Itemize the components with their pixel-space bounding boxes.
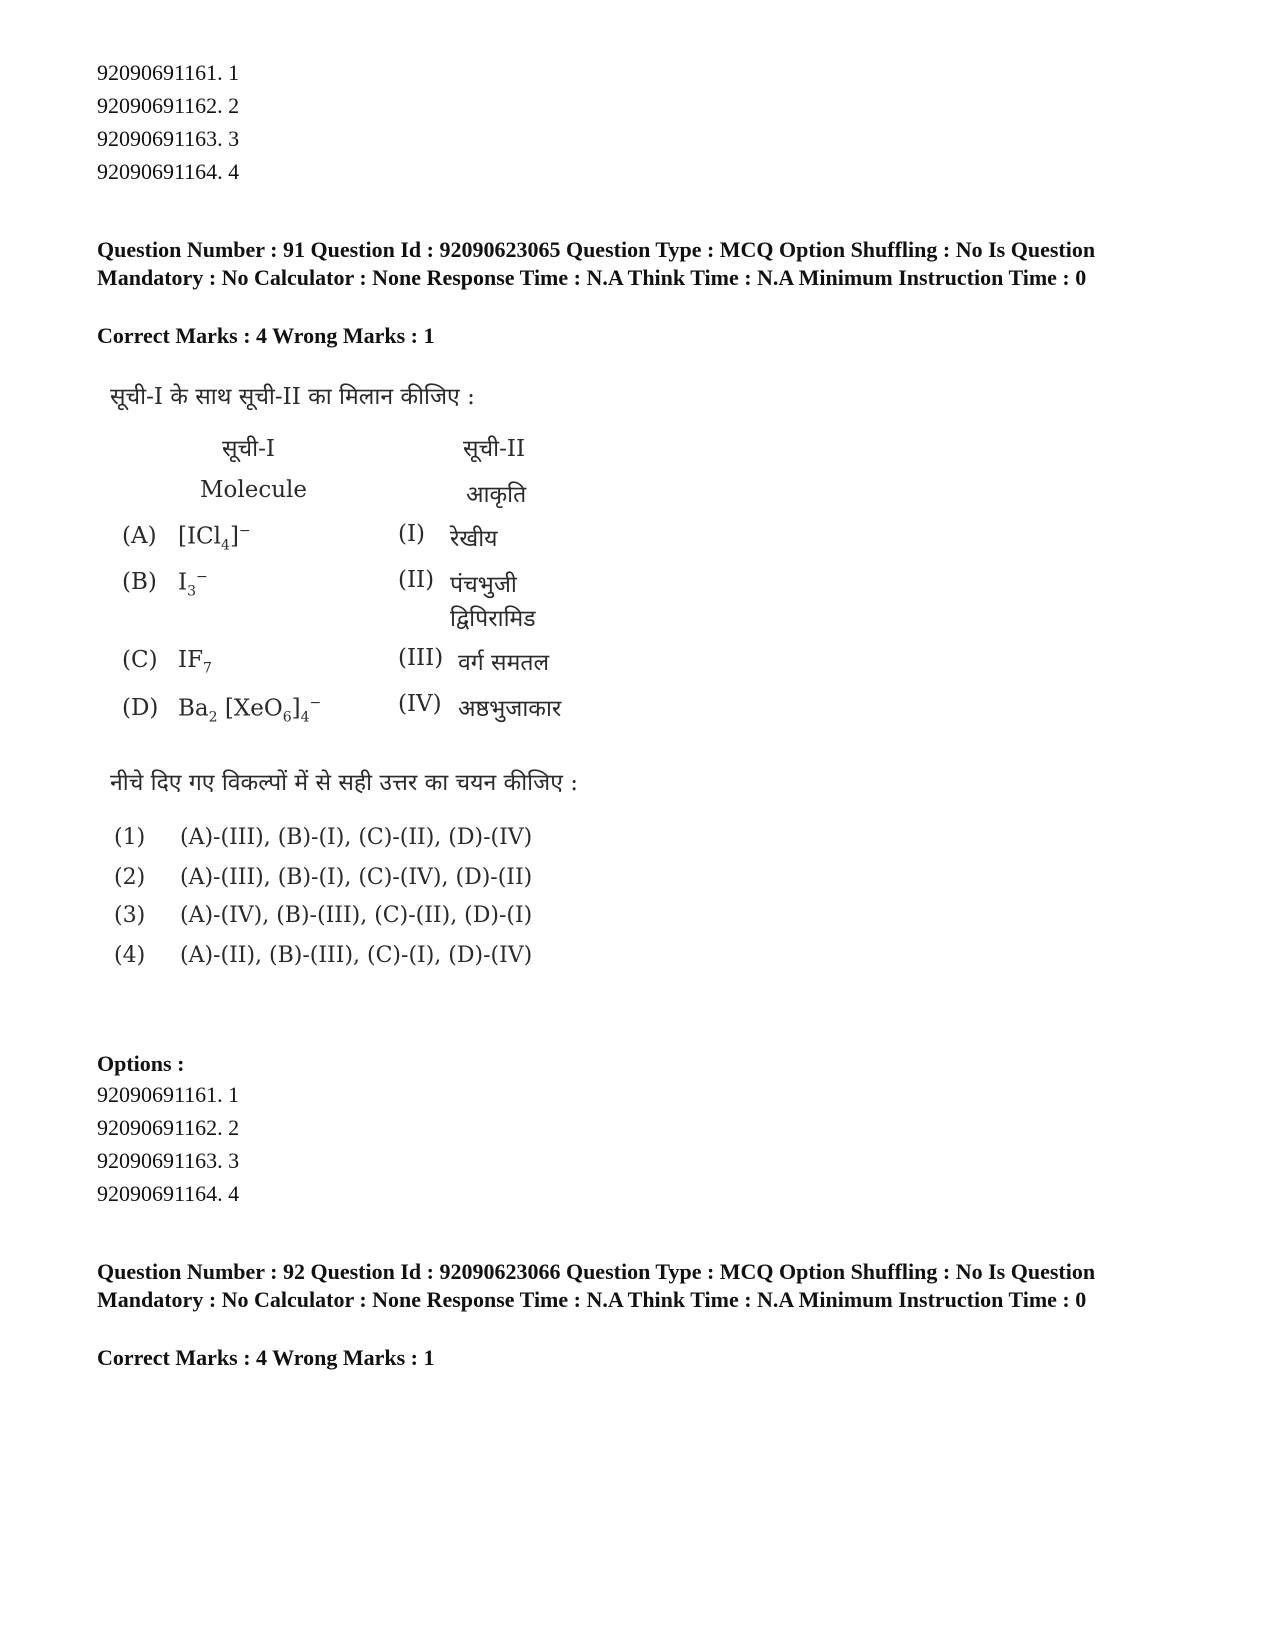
choose-instruction: नीचे दिए गए विकल्पों में से सही उत्तर का चयन कीजिए : bbox=[110, 770, 578, 796]
question-91-body bbox=[110, 385, 630, 1025]
option-line: 92090691161. 1 bbox=[97, 60, 240, 85]
question-91-meta: Question Number : 91 Question Id : 92090623065 Question Type : MCQ Option Shuffling : No Is Question Mandatory : No Calculator : None Response Time : N.A Think Time : N.A Minimum Instruction Time : 0 bbox=[97, 237, 1096, 290]
choice-num: (3) bbox=[114, 903, 146, 928]
choice-text: (A)-(II), (B)-(III), (C)-(I), (D)-(IV) bbox=[180, 943, 533, 968]
list2-label-i: (I) bbox=[398, 521, 426, 547]
list1-subheading: Molecule bbox=[200, 477, 308, 503]
list2-label-iii: (III) bbox=[398, 645, 444, 671]
question-92-marks: Correct Marks : 4 Wrong Marks : 1 bbox=[97, 1345, 435, 1370]
question-91-marks: Correct Marks : 4 Wrong Marks : 1 bbox=[97, 323, 435, 348]
list1-heading: सूची-I bbox=[222, 436, 275, 462]
list2-text-ii-cont: द्विपिरामिड bbox=[450, 606, 536, 632]
list2-text-ii: पंचभुजी bbox=[450, 572, 517, 598]
option-line: 92090691162. 2 bbox=[97, 1115, 240, 1140]
options-heading: Options : bbox=[97, 1051, 185, 1076]
choice-num: (2) bbox=[114, 865, 146, 890]
option-line: 92090691163. 3 bbox=[97, 1148, 240, 1173]
list1-label-c: (C) bbox=[122, 647, 158, 673]
choice-text: (A)-(III), (B)-(I), (C)-(IV), (D)-(II) bbox=[180, 865, 533, 890]
formula-if7: $IF_7$ bbox=[178, 647, 212, 677]
formula-i3: $I_3^-$ bbox=[178, 569, 208, 600]
list2-subheading: आकृति bbox=[466, 482, 527, 508]
option-line: 92090691162. 2 bbox=[97, 93, 240, 118]
option-line: 92090691161. 1 bbox=[97, 1082, 240, 1107]
match-instruction: सूची-I के साथ सूची-II का मिलान कीजिए : bbox=[110, 384, 475, 410]
formula-icl4: [ICl$_4$]− bbox=[178, 523, 251, 554]
list2-text-iv: अष्ठभुजाकार bbox=[458, 696, 562, 722]
choice-text: (A)-(III), (B)-(I), (C)-(II), (D)-(IV) bbox=[180, 825, 533, 850]
list2-label-ii: (II) bbox=[398, 567, 435, 593]
choice-num: (4) bbox=[114, 943, 146, 968]
choice-text: (A)-(IV), (B)-(III), (C)-(II), (D)-(I) bbox=[180, 903, 533, 928]
list2-text-i: रेखीय bbox=[450, 526, 498, 552]
list1-label-a: (A) bbox=[122, 523, 157, 549]
formula-ba2-xeo6: $Ba_2$ $[XeO_6]_4^-$ bbox=[178, 695, 322, 726]
list2-label-iv: (IV) bbox=[398, 691, 442, 717]
question-92-meta: Question Number : 92 Question Id : 92090623066 Question Type : MCQ Option Shuffling : No Is Question Mandatory : No Calculator : None Response Time : N.A Think Time : N.A Minimum Instruction Time : 0 bbox=[97, 1259, 1096, 1312]
list1-label-b: (B) bbox=[122, 569, 157, 595]
choice-num: (1) bbox=[114, 825, 146, 850]
option-line: 92090691164. 4 bbox=[97, 1181, 240, 1206]
list2-text-iii: वर्ग समतल bbox=[458, 650, 550, 676]
option-line: 92090691163. 3 bbox=[97, 126, 240, 151]
list2-heading: सूची-II bbox=[463, 436, 526, 462]
list1-label-d: (D) bbox=[122, 695, 159, 721]
option-line: 92090691164. 4 bbox=[97, 159, 240, 184]
